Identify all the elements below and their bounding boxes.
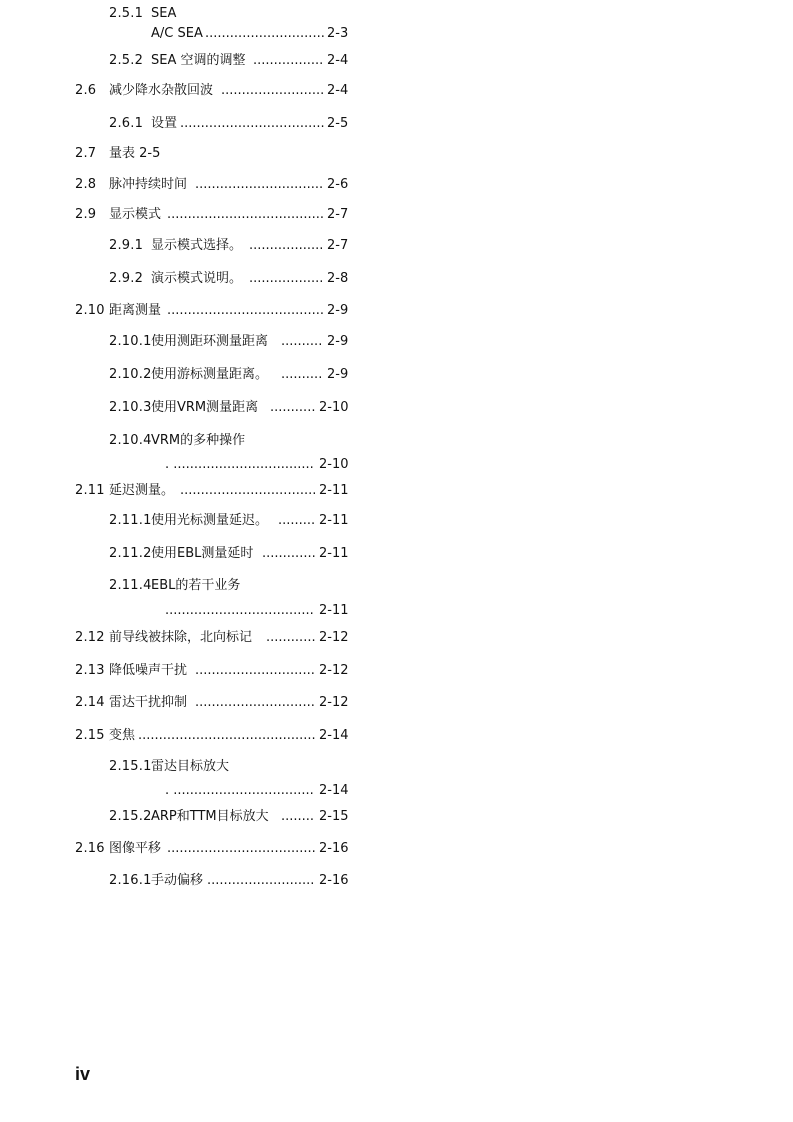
toc-page-ref: 2-7 bbox=[327, 238, 349, 253]
toc-page-ref: 2-9 bbox=[327, 367, 349, 382]
toc-page-ref: 2-5 bbox=[327, 116, 349, 131]
toc-leader-dots: ............................. bbox=[205, 26, 325, 41]
toc-entry-title: 雷达目标放大 bbox=[151, 759, 230, 774]
toc-leader-dots: .................................... bbox=[165, 603, 314, 618]
toc-leader-dots: .......... bbox=[281, 367, 323, 382]
toc-entry-number: 2.11 bbox=[75, 483, 105, 498]
toc-entry-number: 2.9.2 bbox=[109, 271, 144, 286]
toc-leader-dots: ................. bbox=[253, 53, 324, 68]
toc-page-ref: 2-15 bbox=[319, 809, 349, 824]
toc-page-ref: 2-12 bbox=[319, 663, 349, 678]
toc-leader-dots: .................. bbox=[249, 271, 324, 286]
toc-entry-title: 设置 bbox=[151, 116, 178, 131]
toc-leader-dots: . .................................. bbox=[165, 783, 314, 798]
toc-page-ref: 2-11 bbox=[319, 513, 349, 528]
toc-leader-dots: ............................... bbox=[195, 177, 324, 192]
toc-entry-title: 演示模式说明。 bbox=[151, 271, 243, 286]
toc-page-ref: 2-4 bbox=[327, 83, 349, 98]
toc-leader-dots: ................................... bbox=[180, 116, 325, 131]
toc-entry-title: 使用测距环测量距离 bbox=[151, 334, 269, 349]
toc-page-ref: 2-14 bbox=[319, 783, 349, 798]
toc-leader-dots: .......... bbox=[281, 334, 323, 349]
toc-entry-title: 手动偏移 bbox=[151, 873, 204, 888]
toc-entry-title: 显示模式 bbox=[109, 207, 162, 222]
toc-entry-title: 使用游标测量距离。 bbox=[151, 367, 269, 382]
toc-entry-title: 使用光标测量延迟。 bbox=[151, 513, 269, 528]
toc-entry-title: SEA bbox=[151, 6, 177, 21]
toc-entry-number: 2.10.1 bbox=[109, 334, 152, 349]
toc-entry-title: 量表 2-5 bbox=[109, 146, 161, 161]
toc-leader-dots: ................................. bbox=[180, 483, 317, 498]
toc-entry-number: 2.6.1 bbox=[109, 116, 144, 131]
toc-leader-dots: ............................. bbox=[195, 695, 315, 710]
toc-entry-number: 2.11.4 bbox=[109, 578, 152, 593]
toc-leader-dots: .......................... bbox=[207, 873, 315, 888]
toc-entry-title: 降低噪声干扰 bbox=[109, 663, 188, 678]
toc-entry-title: 显示模式选择。 bbox=[151, 238, 243, 253]
toc-page-ref: 2-9 bbox=[327, 334, 349, 349]
toc-entry-number: 2.5.2 bbox=[109, 53, 144, 68]
toc-entry-number: 2.5.1 bbox=[109, 6, 144, 21]
toc-page-ref: 2-7 bbox=[327, 207, 349, 222]
toc-page-ref: 2-11 bbox=[319, 546, 349, 561]
toc-entry-number: 2.6 bbox=[75, 83, 97, 98]
toc-leader-dots: ............ bbox=[266, 630, 316, 645]
toc-entry-title: 使用VRM测量距离 bbox=[151, 400, 259, 415]
toc-entry-number: 2.16 bbox=[75, 841, 105, 856]
toc-entry-title: A/C SEA bbox=[151, 26, 203, 41]
toc-leader-dots: ............. bbox=[262, 546, 316, 561]
toc-entry-title: EBL的若干业务 bbox=[151, 578, 241, 593]
toc-entry-title: 延迟测量。 bbox=[109, 483, 175, 498]
toc-entry-title: 减少降水杂散回波 bbox=[109, 83, 214, 98]
toc-entry-number: 2.15.1 bbox=[109, 759, 152, 774]
toc-leader-dots: ......................... bbox=[221, 83, 325, 98]
toc-entry-title: 图像平移 bbox=[109, 841, 162, 856]
toc-entry-number: 2.15 bbox=[75, 728, 105, 743]
toc-entry-number: 2.12 bbox=[75, 630, 105, 645]
toc-entry-number: 2.10.4 bbox=[109, 433, 152, 448]
toc-leader-dots: ............................. bbox=[195, 663, 315, 678]
toc-entry-number: 2.9 bbox=[75, 207, 97, 222]
toc-entry-number: 2.11.2 bbox=[109, 546, 152, 561]
toc-leader-dots: ...................................... bbox=[167, 207, 325, 222]
toc-leader-dots: .................. bbox=[249, 238, 324, 253]
toc-entry-number: 2.15.2 bbox=[109, 809, 152, 824]
toc-page-ref: 2-16 bbox=[319, 873, 349, 888]
toc-entry-title: SEA 空调的调整 bbox=[151, 53, 246, 68]
toc-page-ref: 2-10 bbox=[319, 457, 349, 472]
toc-entry-title: 距离测量 bbox=[109, 303, 162, 318]
toc-page-ref: 2-9 bbox=[327, 303, 349, 318]
toc-leader-dots: ...................................... bbox=[167, 303, 325, 318]
page-number: iv bbox=[75, 1064, 91, 1084]
toc-entry-title: VRM的多种操作 bbox=[151, 433, 246, 448]
toc-entry-title: ARP和TTM目标放大 bbox=[151, 809, 269, 824]
toc-page-ref: 2-16 bbox=[319, 841, 349, 856]
toc-page-ref: 2-8 bbox=[327, 271, 349, 286]
toc-page-ref: 2-6 bbox=[327, 177, 349, 192]
toc-page-ref: 2-11 bbox=[319, 603, 349, 618]
toc-page-ref: 2-4 bbox=[327, 53, 349, 68]
toc-entry-number: 2.10.3 bbox=[109, 400, 152, 415]
toc-entry-title: 使用EBL测量延时 bbox=[151, 546, 254, 561]
toc-page-ref: 2-12 bbox=[319, 630, 349, 645]
toc-page-ref: 2-3 bbox=[327, 26, 349, 41]
toc-entry-number: 2.10.2 bbox=[109, 367, 152, 382]
toc-entry-number: 2.10 bbox=[75, 303, 105, 318]
toc-entry-number: 2.8 bbox=[75, 177, 97, 192]
toc-entry-number: 2.16.1 bbox=[109, 873, 152, 888]
toc-leader-dots: ......... bbox=[278, 513, 316, 528]
toc-page-ref: 2-11 bbox=[319, 483, 349, 498]
toc-leader-dots: . .................................. bbox=[165, 457, 314, 472]
toc-entry-number: 2.13 bbox=[75, 663, 105, 678]
toc-entry-title: 变焦 bbox=[109, 728, 136, 743]
toc-entry-number: 2.11.1 bbox=[109, 513, 152, 528]
toc-leader-dots: ........................................... bbox=[138, 728, 316, 743]
toc-page-ref: 2-12 bbox=[319, 695, 349, 710]
toc-leader-dots: .................................... bbox=[167, 841, 316, 856]
toc-leader-dots: ........... bbox=[270, 400, 316, 415]
toc-entry-number: 2.9.1 bbox=[109, 238, 144, 253]
toc-entry-number: 2.7 bbox=[75, 146, 97, 161]
toc-page-ref: 2-14 bbox=[319, 728, 349, 743]
toc-leader-dots: ........ bbox=[281, 809, 315, 824]
toc-entry-title: 前导线被抹除，北向标记 bbox=[109, 630, 253, 645]
toc-entry-number: 2.14 bbox=[75, 695, 105, 710]
toc-entry-title: 雷达干扰抑制 bbox=[109, 695, 188, 710]
toc-page-ref: 2-10 bbox=[319, 400, 349, 415]
toc-entry-title: 脉冲持续时间 bbox=[109, 177, 188, 192]
